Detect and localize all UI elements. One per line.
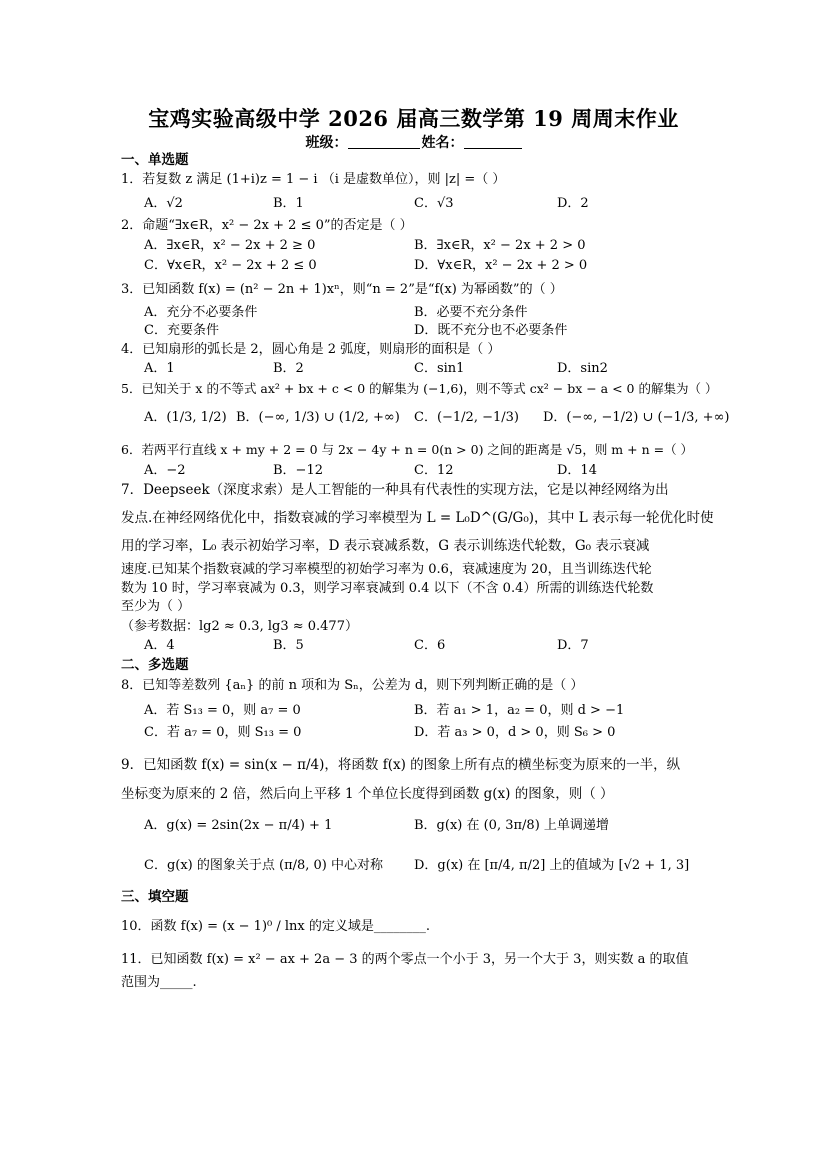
q7-line-1: 7．Deepseek（深度求索）是人工智能的一种具有代表性的实现方法，它是以神经网络为出 (121, 482, 669, 498)
q9-option-d: D．g(x) 在 [π/4, π/2] 上的值域为 [√2 + 1, 3] (414, 858, 690, 873)
page-title: 宝鸡实验高级中学 2026 届高三数学第 19 周周末作业 (148, 106, 679, 131)
q4-option-c: C．sin1 (414, 361, 465, 376)
q9-option-a: A．g(x) = 2sin(2x − π/4) + 1 (144, 818, 333, 833)
q6-stem: 6．若两平行直线 x + my + 2 = 0 与 2x − 4y + n = 0(n > 0) 之间的距离是 √5，则 m + n =（ ） (121, 442, 694, 457)
class-label: 班级： (305, 135, 348, 151)
q5-option-c: C．(−1/2, −1/3) (414, 410, 519, 425)
q1-option-d: D．2 (557, 196, 589, 211)
section-heading-multiple-choice: 二、多选题 (121, 657, 189, 673)
q5-stem: 5．已知关于 x 的不等式 ax² + bx + c < 0 的解集为 (−1,6)，则不等式 cx² − bx − a < 0 的解集为（ ） (121, 381, 718, 396)
q8-option-c: C．若 a₇ = 0，则 S₁₃ = 0 (144, 725, 302, 740)
q7-option-c: C．6 (414, 638, 446, 653)
q4-option-d: D．sin2 (557, 361, 608, 376)
q1-stem: 1．若复数 z 满足 (1+i)z = 1 − i （i 是虚数单位），则 |z| =（ ） (121, 172, 506, 187)
q7-line-5: 数为 10 时，学习率衰减为 0.3，则学习率衰减到 0.4 以下（不含 0.4）所需的训练迭代轮数 (121, 581, 654, 596)
name-blank[interactable] (464, 136, 522, 149)
q7-line-3: 用的学习率，L₀ 表示初始学习率，D 表示衰减系数，G 表示训练迭代轮数，G₀ 表示衰减 (121, 538, 650, 554)
q1-option-b: B．1 (273, 196, 304, 211)
section-heading-fill-in: 三、填空题 (121, 889, 189, 905)
q8-option-a: A．若 S₁₃ = 0，则 a₇ = 0 (144, 703, 301, 718)
q7-reference-data: （参考数据：lg2 ≈ 0.3, lg3 ≈ 0.477） (121, 619, 358, 634)
q10-stem: 10．函数 f(x) = (x − 1)⁰ / lnx 的定义域是________. (121, 919, 431, 934)
q2-option-a: A．∃x∈R，x² − 2x + 2 ≥ 0 (144, 238, 316, 253)
q7-option-b: B．5 (273, 638, 304, 653)
q8-stem: 8．已知等差数列 {aₙ} 的前 n 项和为 Sₙ，公差为 d，则下列判断正确的是（ ） (121, 678, 584, 693)
q4-stem: 4．已知扇形的弧长是 2，圆心角是 2 弧度，则扇形的面积是（ ） (121, 342, 501, 357)
name-label: 姓名： (421, 135, 464, 151)
q6-option-b: B．−12 (273, 463, 323, 478)
q6-option-a: A．−2 (144, 463, 186, 478)
q7-option-a: A．4 (144, 638, 175, 653)
q7-option-d: D．7 (557, 638, 589, 653)
q7-line-6: 至少为（ ） (121, 599, 191, 614)
q9-line-1: 9．已知函数 f(x) = sin(x − π/4)，将函数 f(x) 的图象上所有点的横坐标变为原来的一半，纵 (121, 757, 681, 773)
q11-line-1: 11．已知函数 f(x) = x² − ax + 2a − 3 的两个零点一个小于 3，另一个大于 3，则实数 a 的取值 (121, 952, 689, 967)
q7-line-4: 速度.已知某个指数衰减的学习率模型的初始学习率为 0.6，衰减速度为 20，且当训练迭代轮 (121, 562, 652, 577)
q3-stem: 3．已知函数 f(x) = (n² − 2n + 1)xⁿ，则“n = 2”是“f(x) 为幂函数”的（ ） (121, 282, 563, 297)
q3-option-b: B．必要不充分条件 (414, 305, 528, 320)
q5-option-d: D．(−∞, −1/2) ∪ (−1/3, +∞) (543, 410, 730, 425)
q2-option-c: C．∀x∈R，x² − 2x + 2 ≤ 0 (144, 258, 317, 273)
q3-option-d: D．既不充分也不必要条件 (414, 323, 568, 338)
q2-stem: 2．命题“∃x∈R，x² − 2x + 2 ≤ 0”的否定是（ ） (121, 218, 413, 233)
q11-line-2: 范围为_____. (121, 975, 197, 990)
q5-option-b: B．(−∞, 1/3) ∪ (1/2, +∞) (236, 410, 400, 425)
q9-option-b: B．g(x) 在 (0, 3π/8) 上单调递增 (414, 818, 609, 833)
q4-option-a: A．1 (144, 361, 175, 376)
class-blank[interactable] (348, 136, 420, 149)
q6-option-d: D．14 (557, 463, 597, 478)
q7-line-2: 发点.在神经网络优化中，指数衰减的学习率模型为 L = L₀D^(G/G₀)，其中 L 表示每一轮优化时使 (121, 510, 714, 526)
q2-option-d: D．∀x∈R，x² − 2x + 2 > 0 (414, 258, 588, 273)
q1-option-a: A．√2 (144, 196, 183, 211)
class-name-line (0, 132, 827, 152)
q2-option-b: B．∃x∈R，x² − 2x + 2 > 0 (414, 238, 586, 253)
q8-option-d: D．若 a₃ > 0，d > 0，则 S₆ > 0 (414, 725, 616, 740)
q9-line-2: 坐标变为原来的 2 倍，然后向上平移 1 个单位长度得到函数 g(x) 的图象，则（ ） (121, 786, 614, 802)
q5-option-a: A．(1/3, 1/2) (144, 410, 227, 425)
q9-option-c: C．g(x) 的图象关于点 (π/8, 0) 中心对称 (144, 858, 384, 873)
q1-option-c: C．√3 (414, 196, 454, 211)
q8-option-b: B．若 a₁ > 1，a₂ = 0，则 d > −1 (414, 703, 625, 718)
section-heading-single-choice: 一、单选题 (121, 152, 189, 168)
q3-option-a: A．充分不必要条件 (144, 305, 258, 320)
q6-option-c: C．12 (414, 463, 454, 478)
q4-option-b: B．2 (273, 361, 304, 376)
q3-option-c: C．充要条件 (144, 323, 219, 338)
